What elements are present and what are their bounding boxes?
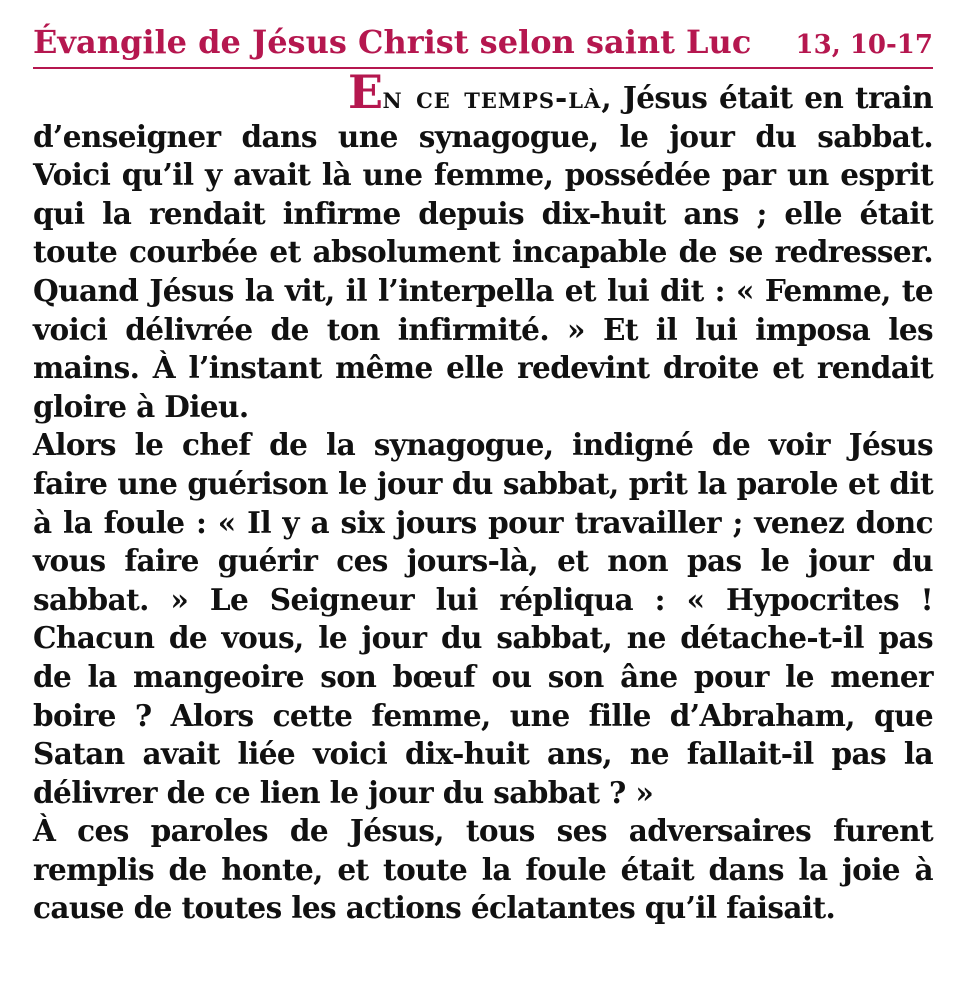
paragraph-3: À ces paroles de Jésus, tous ses adversaires furent remplis de honte, et toute la foule était dans la joie à cause de toutes les actions éclatantes qu’il faisait. bbox=[33, 813, 933, 926]
verse-reference: 13, 10-17 bbox=[795, 30, 933, 60]
gospel-page bbox=[33, 22, 933, 928]
gospel-text bbox=[33, 65, 933, 928]
gospel-title: Évangile de Jésus Christ selon saint Luc bbox=[33, 23, 752, 61]
drop-cap: E bbox=[348, 65, 383, 119]
paragraph-2: Alors le chef de la synagogue, indigné de voir Jésus faire une guérison le jour du sabbat, prit la parole et dit à la foule : « Il y a six jours pour travailler ; venez donc vous faire guérir ces jours-là, et non pas le jour du sabbat. » Le Seigneur lui répliqua : « Hypocrites ! Chacun de vous, le jour du sabbat, ne détache-t-il pas de la mangeoire son bœuf ou son âne pour le mener boire ? Alors cette femme, une fille d’Abraham, que Satan avait liée voici dix-huit ans, ne fallait-il pas la délivrer de ce lien le jour du sabbat ? » bbox=[33, 427, 933, 810]
header bbox=[33, 22, 933, 69]
paragraph-1-text: , Jésus était en train d’enseigner dans une synagogue, le jour du sabbat. Voici qu’il y avait là une femme, possédée par un esprit qui la rendait infirme depuis dix-huit ans ; elle était toute courbée et absolument incapable de se redresser. Quand Jésus la vit, il l’interpella et lui dit : « Femme, te voici délivrée de ton infirmité. » Et il lui imposa les mains. À l’instant même elle redevint droite et rendait gloire à Dieu. bbox=[33, 80, 933, 424]
opening-words: n ce temps-là bbox=[382, 80, 602, 115]
paragraph-1 bbox=[33, 65, 933, 426]
